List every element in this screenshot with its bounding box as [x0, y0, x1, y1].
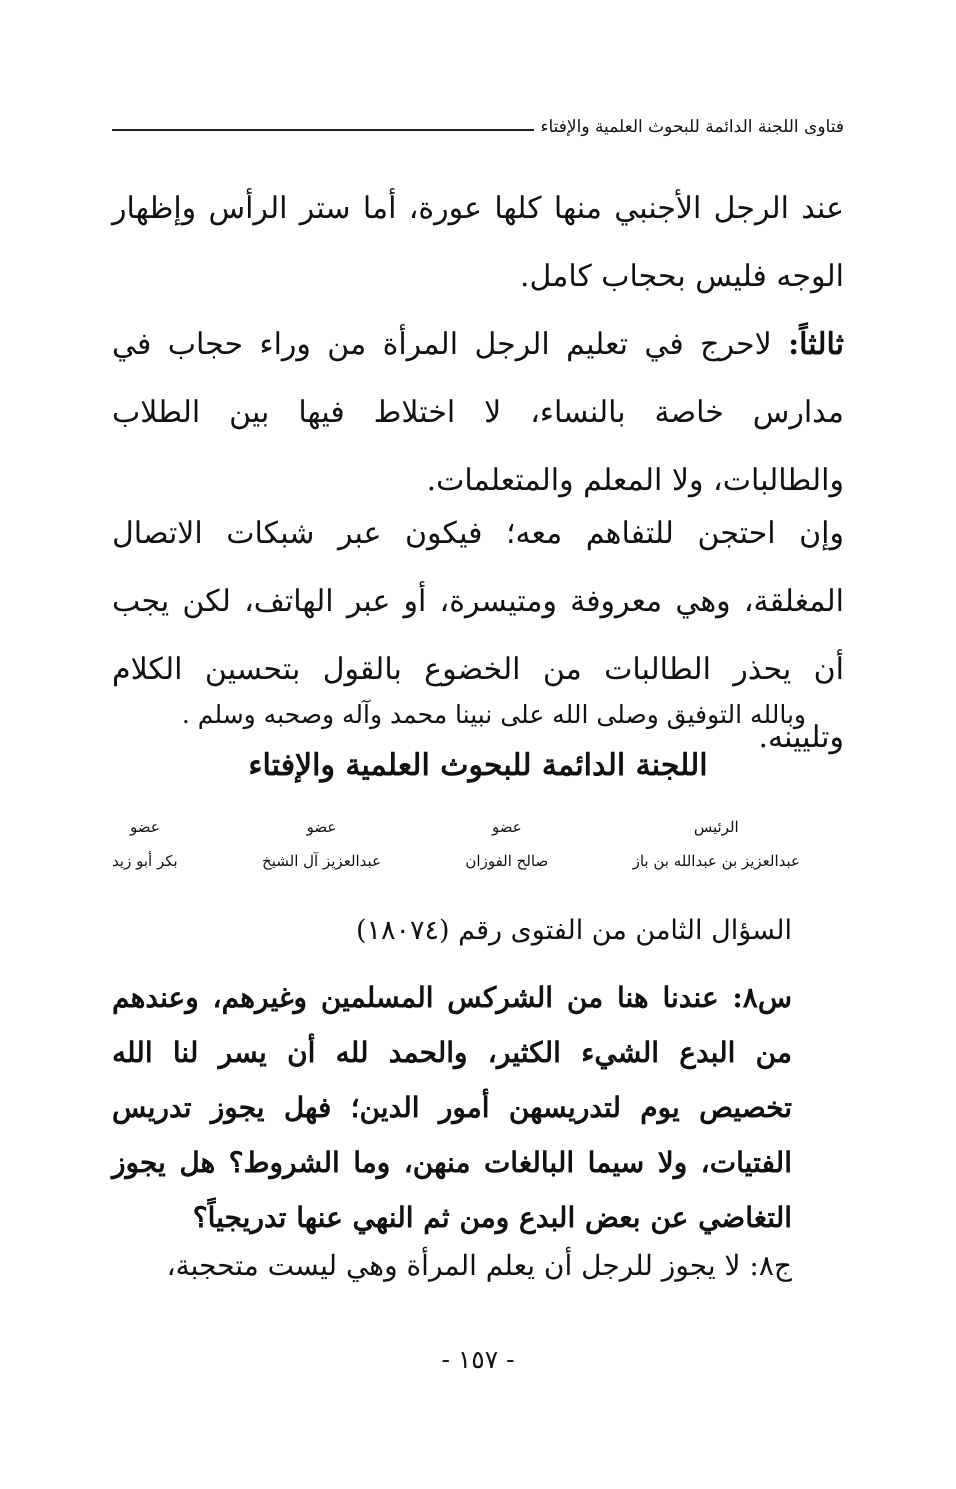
signatory-chairman — [633, 812, 800, 876]
committee-title: اللجنة الدائمة للبحوث العلمية والإفتاء — [248, 748, 708, 783]
signatory-role: عضو — [306, 818, 337, 836]
running-header — [112, 112, 844, 142]
paragraph-3: وإن احتجن للتفاهم معه؛ فيكون عبر شبكات الاتصال المغلقة، وهي معروفة ومتيسرة، أو عبر الهاتف، لكن يجب أن يحذر الطالبات من الخضوع بالقول بتحسين الكلام وتليينه. — [112, 516, 844, 755]
signatory-name: بكر أبو زيد — [112, 852, 178, 870]
signatory-name: عبدالعزيز آل الشيخ — [262, 852, 382, 870]
paragraph-2-lead: ثالثاً: — [788, 327, 844, 362]
signatory-name: صالح الفوزان — [465, 852, 549, 870]
signatory-role: عضو — [491, 818, 522, 836]
running-title: فتاوى اللجنة الدائمة للبحوث العلمية والإفتاء — [540, 117, 844, 137]
paragraph-1: عند الرجل الأجنبي منها كلها عورة، أما ستر الرأس وإظهار الوجه فليس بحجاب كامل. — [112, 191, 844, 294]
answer-text: ج٨: لا يجوز للرجل أن يعلم المرأة وهي ليست متحجبة، — [166, 1249, 792, 1282]
header-rule — [112, 129, 534, 131]
paragraph-2-text: لاحرج في تعليم الرجل المرأة من وراء حجاب في مدارس خاصة بالنساء، لا اختلاط فيها بين الطلاب والطالبات، ولا المعلم والمتعلمات. — [112, 327, 844, 498]
signatory-member-3 — [112, 812, 178, 876]
signatory-member-2 — [262, 812, 381, 876]
paragraph-2 — [112, 311, 844, 515]
signatories — [112, 812, 800, 876]
signatory-name: عبدالعزيز بن عبدالله بن باز — [632, 852, 800, 870]
signatory-member-1 — [465, 812, 548, 876]
signatory-role: عضو — [130, 818, 160, 836]
closing-line: وبالله التوفيق وصلى الله على نبينا محمد وآله وصحبه وسلم . — [181, 700, 806, 729]
signatory-role: الرئيس — [693, 818, 739, 836]
page-number: - ١٥٧ - — [441, 1345, 515, 1374]
question-heading: السؤال الثامن من الفتوى رقم (١٨٠٧٤) — [355, 915, 792, 946]
question-text: س٨: عندنا هنا من الشركس المسلمين وغيرهم، وعندهم من البدع الشيء الكثير، والحمد لله أن يسر لنا الله تخصيص يوم لتدريسهن أمور الدين؛ فهل يجوز تدريس الفتيات، ولا سيما البالغات منهن، وما الشروط؟ هل يجوز التغاضي عن بعض البدع ومن ثم النهي عنها تدريجياً؟ — [112, 981, 792, 1234]
